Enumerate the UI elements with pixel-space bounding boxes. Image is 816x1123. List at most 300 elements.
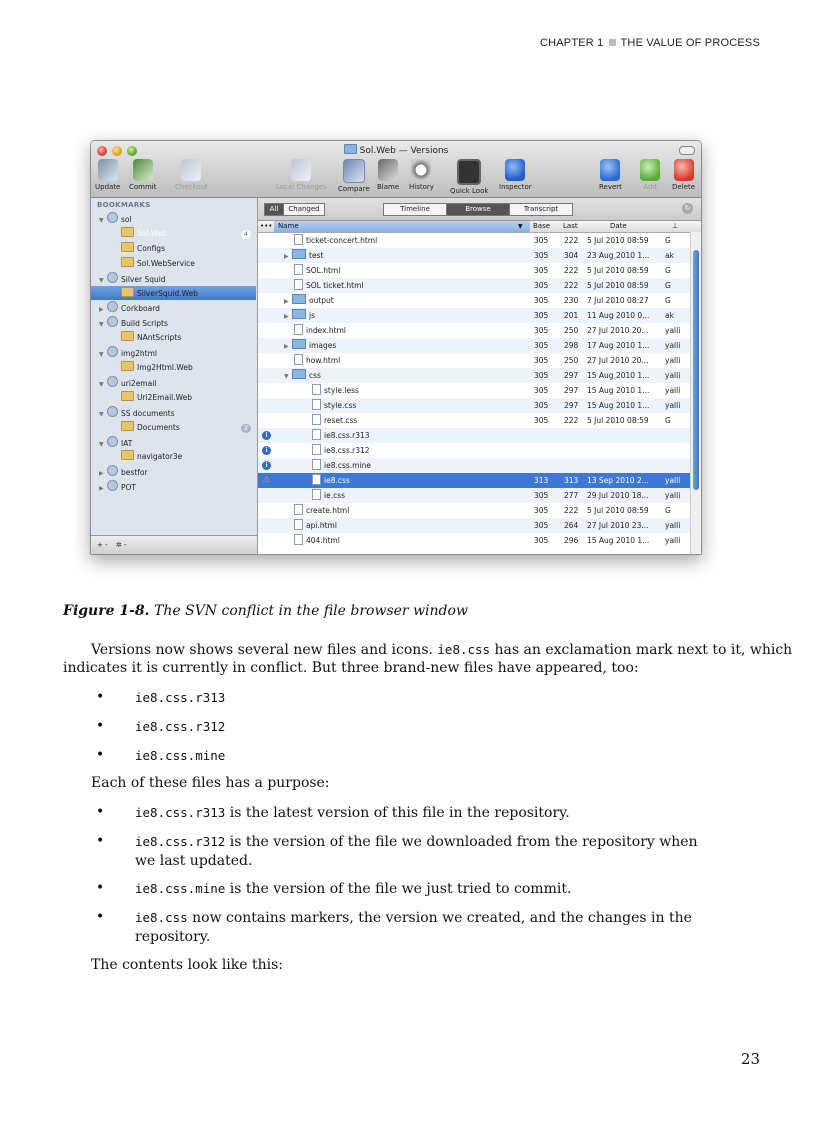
toolbar-toggle-button[interactable] xyxy=(679,146,695,155)
file-row[interactable] xyxy=(258,443,691,458)
date-cell: 29 Jul 2010 18... xyxy=(587,491,649,500)
folder-icon xyxy=(121,227,134,237)
file-name-cell xyxy=(294,323,346,338)
file-name: css xyxy=(309,371,321,380)
sidebar-item-configs[interactable] xyxy=(121,242,165,256)
file-row[interactable] xyxy=(258,323,691,338)
sidebar-item-label: navigator3e xyxy=(137,452,183,462)
file-name-cell xyxy=(312,443,370,458)
date-cell: 5 Jul 2010 08:59 xyxy=(587,236,649,245)
author-column-header[interactable]: ⊥ xyxy=(672,222,679,230)
sidebar-item-label: Img2Html.Web xyxy=(137,363,193,372)
list-item-code: ie8.css xyxy=(135,910,188,925)
document-icon xyxy=(294,264,303,275)
disclosure-expanded-icon[interactable]: ▼ xyxy=(99,380,104,388)
disclosure-expanded-icon[interactable]: ▼ xyxy=(284,373,289,380)
file-name: js xyxy=(309,311,315,320)
file-name: 404.html xyxy=(306,536,340,545)
document-icon xyxy=(294,234,303,245)
file-row[interactable] xyxy=(258,308,691,323)
date-cell: 5 Jul 2010 08:59 xyxy=(587,416,649,425)
author-cell: G xyxy=(665,266,671,275)
para1-code: ie8.css xyxy=(437,642,491,657)
sidebar-item-label: bestfor xyxy=(121,468,148,478)
checkout-button[interactable] xyxy=(175,159,208,191)
count-badge: 2 xyxy=(241,424,251,433)
vertical-scrollbar[interactable] xyxy=(690,232,701,554)
document-icon xyxy=(312,459,321,470)
refresh-icon[interactable]: ↻ xyxy=(682,203,693,214)
sidebar-item-documents[interactable] xyxy=(121,421,180,435)
revert-icon xyxy=(600,159,620,181)
list-item-text: now contains markers, the version we created, and the changes in the xyxy=(187,910,692,926)
commit-icon xyxy=(133,159,153,181)
file-name: ie8.css xyxy=(324,476,350,485)
base-cell: 305 xyxy=(534,491,549,500)
author-cell: yalli xyxy=(665,386,681,395)
disclosure-collapsed-icon[interactable]: ▶ xyxy=(284,298,289,305)
sidebar-item-iat[interactable] xyxy=(99,436,132,450)
date-cell: 27 Jul 2010 23... xyxy=(587,521,649,530)
file-name-cell xyxy=(294,533,340,548)
sidebar-item-uri2email-web[interactable] xyxy=(121,391,192,405)
author-cell: G xyxy=(665,296,671,305)
file-row[interactable] xyxy=(258,248,691,263)
file-name-cell xyxy=(294,263,340,278)
file-row[interactable] xyxy=(258,233,691,248)
disclosure-expanded-icon[interactable]: ▼ xyxy=(99,351,104,359)
document-icon xyxy=(312,444,321,455)
toolbar-button-label: Revert xyxy=(599,183,622,191)
date-cell: 5 Jul 2010 08:59 xyxy=(587,281,649,290)
filter-changed-button[interactable]: Changed xyxy=(283,203,325,216)
folder-icon xyxy=(292,309,306,319)
document-icon xyxy=(312,414,321,425)
repository-icon xyxy=(107,272,118,283)
folder-icon xyxy=(292,294,306,304)
list-item-continuation: repository. xyxy=(135,929,211,945)
date-cell: 15 Aug 2010 1... xyxy=(587,386,650,395)
file-name: reset.css xyxy=(324,416,358,425)
file-name: SOL.html xyxy=(306,266,341,275)
sidebar-item-sol-webservice[interactable] xyxy=(121,257,195,271)
repository-icon xyxy=(107,376,118,387)
author-cell: yalli xyxy=(665,371,681,380)
list-item-code: ie8.css.r312 xyxy=(135,834,226,849)
toolbar-button-label: Local Changes xyxy=(276,183,327,191)
file-row[interactable] xyxy=(258,503,691,518)
sidebar-item-img2html[interactable] xyxy=(99,346,157,360)
quick-look-icon xyxy=(457,159,481,185)
disclosure-collapsed-icon[interactable]: ▶ xyxy=(99,306,104,314)
file-name: ie.css xyxy=(324,491,346,500)
window-titlebar xyxy=(91,141,701,198)
file-name-cell xyxy=(284,368,321,384)
sidebar-item-sol[interactable] xyxy=(99,212,132,226)
date-cell: 23 Aug 2010 1... xyxy=(587,251,650,260)
list-item-code: ie8.css.mine xyxy=(135,881,226,896)
sidebar-item-navigator3e[interactable] xyxy=(121,450,182,464)
repository-icon xyxy=(107,406,118,417)
delete-icon xyxy=(674,159,694,181)
update-icon xyxy=(98,159,118,181)
compare-icon xyxy=(343,159,365,183)
sidebar-item-label: sol xyxy=(121,215,132,224)
file-name: api.html xyxy=(306,521,337,530)
list-item-text: is the version of the file we just tried to commit. xyxy=(225,881,572,897)
folder-icon xyxy=(292,339,306,349)
last-cell: 250 xyxy=(564,356,579,365)
window-title-text: Sol.Web — Versions xyxy=(359,146,449,156)
chapter-label: CHAPTER 1 xyxy=(539,37,604,49)
sidebar-item-label: SilverSquid.Web xyxy=(137,288,198,298)
disclosure-expanded-icon[interactable]: ▼ xyxy=(99,440,104,448)
date-cell: 5 Jul 2010 08:59 xyxy=(587,266,649,275)
author-cell: ak xyxy=(665,251,674,260)
file-name-cell xyxy=(294,353,340,368)
date-cell: 5 Jul 2010 08:59 xyxy=(587,506,649,515)
last-cell: 201 xyxy=(564,311,579,320)
file-row[interactable] xyxy=(258,263,691,278)
file-name: index.html xyxy=(306,326,346,335)
toolbar-button-label: Update xyxy=(95,183,121,191)
sidebar-item-label: Sol.WebService xyxy=(137,258,195,268)
base-cell: 305 xyxy=(534,356,549,365)
revert-button[interactable] xyxy=(599,159,622,191)
sidebar-heading: BOOKMARKS xyxy=(97,201,151,209)
date-cell: 15 Aug 2010 1... xyxy=(587,536,650,545)
figure-label: Figure 1-8. xyxy=(63,603,150,619)
last-cell: 297 xyxy=(564,401,579,410)
base-cell: 305 xyxy=(534,341,549,350)
compare-button[interactable] xyxy=(338,159,370,193)
author-cell: yalli xyxy=(665,491,681,500)
update-button[interactable] xyxy=(95,159,120,191)
file-name-cell xyxy=(294,278,363,293)
last-cell: 230 xyxy=(564,296,579,305)
paragraph-1-line-1 xyxy=(91,640,792,660)
sidebar-item-nantscripts[interactable] xyxy=(121,331,181,345)
delete-button[interactable] xyxy=(672,159,695,191)
base-cell: 305 xyxy=(534,416,549,425)
last-cell: 277 xyxy=(564,491,579,500)
inspector-icon xyxy=(505,159,525,181)
file-name-cell xyxy=(312,473,350,488)
file-name-cell xyxy=(312,398,356,413)
file-name-cell xyxy=(284,308,315,324)
sidebar-item-label: Uri2Email.Web xyxy=(137,392,192,402)
toolbar-button-label: Delete xyxy=(672,183,695,191)
file-row[interactable] xyxy=(258,533,691,548)
list-item-code: ie8.css.r313 xyxy=(135,690,226,705)
sidebar-item-label: Silver Squid xyxy=(121,274,166,284)
file-row[interactable] xyxy=(258,383,691,398)
folder-icon xyxy=(344,144,357,154)
checkout-icon xyxy=(181,159,201,181)
file-name: style.less xyxy=(324,386,359,395)
folder-icon xyxy=(121,361,134,371)
count-badge: 4 xyxy=(241,230,251,239)
last-cell: 298 xyxy=(564,341,579,350)
repository-icon xyxy=(107,480,118,491)
disclosure-expanded-icon[interactable]: ▼ xyxy=(99,276,104,284)
file-name-cell xyxy=(312,488,345,503)
file-name-cell xyxy=(312,413,357,428)
window-title xyxy=(91,144,701,156)
quick-look-button[interactable] xyxy=(450,159,488,195)
last-cell: 250 xyxy=(564,326,579,335)
filter-all-button[interactable]: All xyxy=(264,203,284,216)
list-item-code: ie8.css.r312 xyxy=(135,719,226,734)
document-icon xyxy=(312,474,321,485)
sidebar-item-uri2email[interactable] xyxy=(99,376,156,390)
page-number: 23 xyxy=(740,1050,760,1068)
view-transcript-tab[interactable]: Transcript xyxy=(509,203,573,216)
disclosure-collapsed-icon[interactable]: ▶ xyxy=(99,470,104,478)
document-icon xyxy=(312,384,321,395)
date-cell: 7 Jul 2010 08:27 xyxy=(587,296,649,305)
list-item-text: is the latest version of this file in the repository. xyxy=(225,805,570,821)
folder-icon xyxy=(121,242,134,252)
figure-caption xyxy=(63,603,468,619)
file-name: style.css xyxy=(324,401,357,410)
column-header xyxy=(258,221,701,233)
author-cell: yalli xyxy=(665,326,681,335)
file-name-cell xyxy=(284,293,334,309)
base-column-header[interactable]: Base xyxy=(533,222,551,230)
author-cell: yalli xyxy=(665,536,681,545)
paragraph-1-line-2: indicates it is currently in conflict. But three brand-new files have appeared, too: xyxy=(63,660,639,676)
file-row[interactable] xyxy=(258,278,691,293)
file-name-cell xyxy=(284,338,336,354)
last-cell: 222 xyxy=(564,281,579,290)
file-name: images xyxy=(309,341,337,350)
action-menu-button[interactable]: ✲ - xyxy=(115,541,127,549)
sidebar-item-pot[interactable] xyxy=(99,480,136,494)
file-row[interactable] xyxy=(258,428,691,443)
author-cell: yalli xyxy=(665,521,681,530)
name-column-header[interactable]: Name xyxy=(274,221,530,232)
file-row[interactable] xyxy=(258,518,691,533)
disclosure-collapsed-icon[interactable]: ▶ xyxy=(284,253,289,260)
repository-icon xyxy=(107,301,118,312)
folder-icon xyxy=(121,331,134,341)
unversioned-info-icon: i xyxy=(262,431,271,440)
base-cell: 305 xyxy=(534,281,549,290)
sidebar-item-label: Configs xyxy=(137,243,165,253)
bookmarks-sidebar xyxy=(91,198,258,554)
file-name-cell xyxy=(294,233,377,248)
sidebar-item-corkboard[interactable] xyxy=(99,301,160,315)
last-cell: 297 xyxy=(564,386,579,395)
running-header xyxy=(540,37,760,49)
file-browser-pane xyxy=(258,198,701,554)
sidebar-item-bestfor[interactable] xyxy=(99,465,148,479)
paragraph-2: Each of these files has a purpose: xyxy=(91,775,330,791)
repository-icon xyxy=(107,465,118,476)
folder-icon xyxy=(121,287,134,297)
commit-button[interactable] xyxy=(129,159,157,191)
scrollbar-thumb[interactable] xyxy=(693,250,699,490)
view-timeline-tab[interactable]: Timeline xyxy=(383,203,447,216)
add-bookmark-button[interactable]: + - xyxy=(97,541,108,549)
last-cell: 222 xyxy=(564,266,579,275)
repository-icon xyxy=(107,346,118,357)
document-icon xyxy=(294,279,303,290)
sidebar-item-label: Build Scripts xyxy=(121,319,168,329)
document-icon xyxy=(312,489,321,500)
sidebar-item-img2html-web[interactable] xyxy=(121,361,193,375)
file-name: how.html xyxy=(306,356,341,365)
sidebar-item-sol-web[interactable] xyxy=(121,227,167,241)
conflict-warning-icon: ⚠ xyxy=(262,475,271,485)
local-changes-button[interactable] xyxy=(276,159,327,191)
file-row[interactable] xyxy=(258,413,691,428)
unversioned-info-icon: i xyxy=(262,446,271,455)
document-icon xyxy=(294,354,303,365)
last-column-header[interactable]: Last xyxy=(563,222,578,230)
document-icon xyxy=(312,429,321,440)
toolbar-button-label: Commit xyxy=(129,183,157,191)
folder-icon xyxy=(121,421,134,431)
separator-square xyxy=(609,39,616,46)
base-cell: 305 xyxy=(534,251,549,260)
toolbar-button-label: Blame xyxy=(377,183,400,191)
last-cell: 222 xyxy=(564,416,579,425)
last-cell: 297 xyxy=(564,371,579,380)
disclosure-expanded-icon[interactable]: ▼ xyxy=(99,217,104,224)
document-icon xyxy=(294,519,303,530)
toolbar-button-label: Inspector xyxy=(499,183,532,191)
sidebar-item-ss-documents[interactable] xyxy=(99,406,175,420)
chapter-title: THE VALUE OF PROCESS xyxy=(620,37,760,49)
date-cell: 27 Jul 2010 20... xyxy=(587,326,649,335)
unversioned-info-icon: i xyxy=(262,461,271,470)
author-cell: G xyxy=(665,281,671,290)
versions-window xyxy=(90,140,702,555)
base-cell: 305 xyxy=(534,506,549,515)
date-cell: 15 Aug 2010 1... xyxy=(587,401,650,410)
history-icon xyxy=(411,159,431,181)
toolbar-button-label: Checkout xyxy=(175,183,208,191)
disclosure-collapsed-icon[interactable]: ▶ xyxy=(284,313,289,320)
base-cell: 305 xyxy=(534,521,549,530)
file-row[interactable] xyxy=(258,488,691,503)
file-name-cell xyxy=(284,248,323,264)
last-cell: 222 xyxy=(564,506,579,515)
sort-down-icon: ▼ xyxy=(518,223,523,230)
file-row[interactable] xyxy=(258,458,691,473)
sidebar-item-label: Sol.Web xyxy=(137,228,168,238)
last-cell: 222 xyxy=(564,236,579,245)
base-cell: 305 xyxy=(534,536,549,545)
sidebar-item-silversquid-web[interactable] xyxy=(121,287,198,301)
file-row[interactable] xyxy=(258,473,691,488)
date-column-header[interactable]: Date xyxy=(610,222,627,230)
folder-icon xyxy=(121,450,134,460)
base-cell: 305 xyxy=(534,311,549,320)
blame-button[interactable] xyxy=(377,159,399,191)
repository-icon xyxy=(107,436,118,447)
disclosure-collapsed-icon[interactable]: ▶ xyxy=(99,485,104,493)
document-icon xyxy=(294,504,303,515)
author-cell: G xyxy=(665,416,671,425)
file-name: output xyxy=(309,296,334,305)
sidebar-item-build-scripts[interactable] xyxy=(99,316,168,330)
file-name: ie8.css.mine xyxy=(324,461,371,470)
list-item-code: ie8.css.r313 xyxy=(135,805,226,820)
column-options-icon[interactable]: ••• xyxy=(260,222,273,230)
view-browse-tab[interactable]: Browse xyxy=(446,203,510,216)
file-name-cell xyxy=(294,518,337,533)
last-cell: 296 xyxy=(564,536,579,545)
base-cell: 305 xyxy=(534,296,549,305)
folder-icon xyxy=(121,391,134,401)
toolbar-button-label: Compare xyxy=(338,185,370,193)
base-cell: 305 xyxy=(534,401,549,410)
base-cell: 313 xyxy=(534,476,549,485)
inspector-button[interactable] xyxy=(499,159,532,191)
base-cell: 305 xyxy=(534,266,549,275)
filter-bar xyxy=(258,198,701,221)
date-cell: 13 Sep 2010 2... xyxy=(587,476,649,485)
figure-caption-text: The SVN conflict in the file browser window xyxy=(154,603,468,619)
disclosure-expanded-icon[interactable]: ▼ xyxy=(99,321,104,329)
list-item-continuation: we last updated. xyxy=(135,853,253,869)
file-row[interactable] xyxy=(258,293,691,308)
list-item-code: ie8.css.mine xyxy=(135,748,226,763)
sidebar-item-label: Corkboard xyxy=(121,304,160,314)
file-row[interactable] xyxy=(258,368,691,383)
file-name: ticket-concert.html xyxy=(306,236,378,245)
sidebar-item-label: IAT xyxy=(121,438,133,448)
base-cell: 305 xyxy=(534,236,549,245)
blame-icon xyxy=(378,159,398,181)
sidebar-item-label: SS documents xyxy=(121,408,175,418)
sidebar-item-label: NAntScripts xyxy=(137,333,182,343)
file-row[interactable] xyxy=(258,353,691,368)
file-name-cell xyxy=(312,458,371,473)
para1-text-b: has an exclamation mark next to it, which xyxy=(490,642,793,658)
file-row[interactable] xyxy=(258,338,691,353)
list-item-text: is the version of the file we downloaded from the repository when xyxy=(225,834,698,850)
date-cell: 27 Jul 2010 20... xyxy=(587,356,649,365)
document-icon xyxy=(294,324,303,335)
file-name: ie8.css.r312 xyxy=(324,446,370,455)
sidebar-item-silver-squid[interactable] xyxy=(99,272,166,286)
disclosure-expanded-icon[interactable]: ▼ xyxy=(99,410,104,418)
paragraph-3: The contents look like this: xyxy=(91,957,284,973)
para1-text-a: Versions now shows several new files and icons. xyxy=(91,642,438,658)
sidebar-footer xyxy=(91,535,257,554)
base-cell: 305 xyxy=(534,371,549,380)
toolbar-button-label: Add xyxy=(643,183,657,191)
base-cell: 305 xyxy=(534,386,549,395)
author-cell: ak xyxy=(665,311,674,320)
date-cell: 11 Aug 2010 0... xyxy=(587,311,650,320)
author-cell: G xyxy=(665,506,671,515)
last-cell: 304 xyxy=(564,251,579,260)
file-name: SOL ticket.html xyxy=(306,281,364,290)
disclosure-collapsed-icon[interactable]: ▶ xyxy=(284,343,289,350)
history-button[interactable] xyxy=(409,159,434,191)
author-cell: yalli xyxy=(665,356,681,365)
author-cell: yalli xyxy=(665,341,681,350)
add-button[interactable] xyxy=(640,159,660,191)
file-name: create.html xyxy=(306,506,350,515)
local-changes-icon xyxy=(291,159,311,181)
file-row[interactable] xyxy=(258,398,691,413)
